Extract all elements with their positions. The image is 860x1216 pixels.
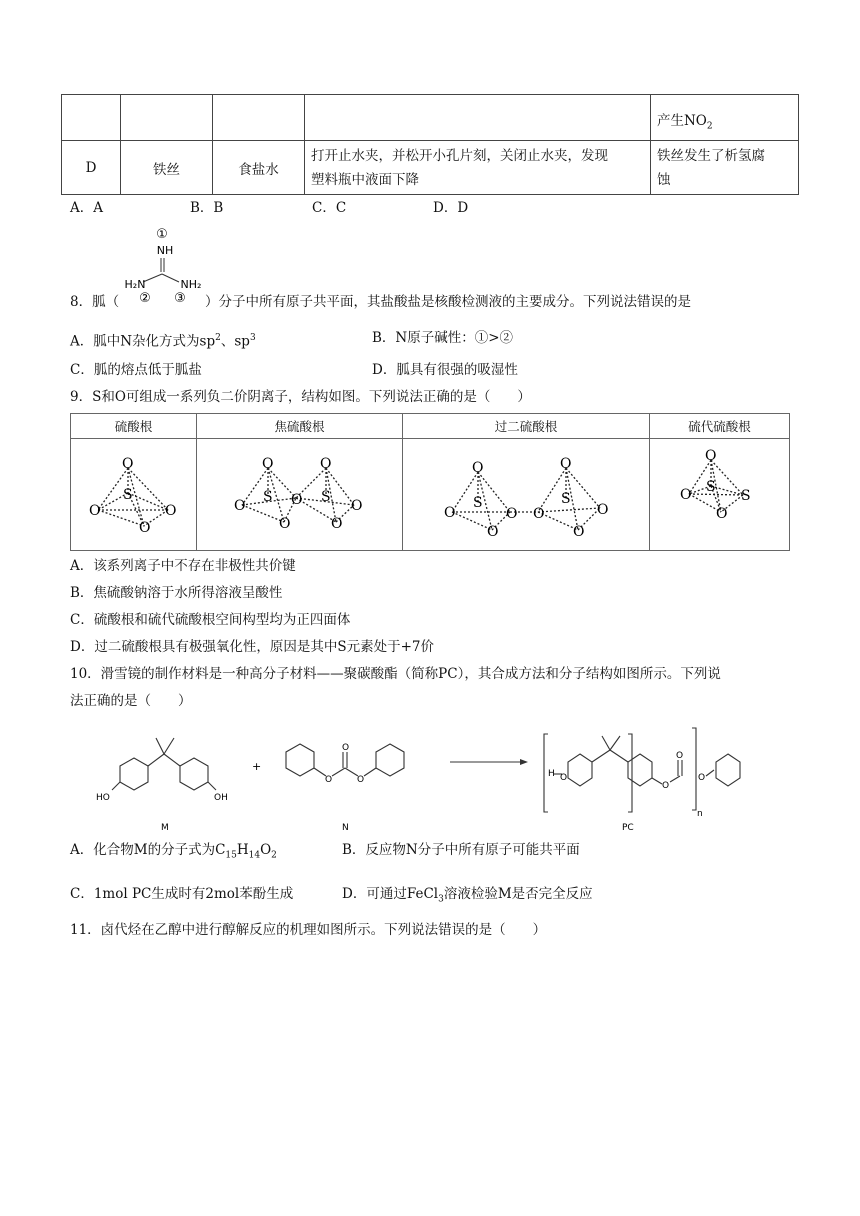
table-cell [121, 141, 213, 195]
atom-s: S [263, 489, 273, 505]
label-circle-1: ① [156, 227, 168, 242]
q8-stem-end: ）分子中所有原子共平面，其盐酸盐是核酸检测液的主要成分。下列说法错误的是 [205, 294, 691, 310]
q8-a-text: 、sp [220, 333, 250, 350]
atom-o: O [487, 524, 499, 540]
atom-o: O [139, 520, 151, 536]
q8-option-d: D．胍具有很强的吸湿性 [372, 362, 518, 378]
label-pc: PC [622, 823, 634, 833]
q9-option-b: B．焦硫酸钠溶于水所得溶液呈酸性 [70, 585, 283, 601]
label-h: H [548, 769, 555, 779]
atom-o: O [89, 503, 101, 519]
q10-option-b: B．反应物N分子中所有原子可能共平面 [342, 842, 580, 858]
operation-line: 打开止水夹，并松开小孔片刻，关闭止水夹，发现 [311, 147, 608, 164]
plus-sign: + [252, 760, 262, 773]
atom-o: O [705, 448, 717, 464]
label-o: O [342, 743, 350, 753]
option-letter: D [85, 159, 97, 176]
label-o: O [676, 751, 684, 761]
table-cell [213, 95, 305, 141]
q10-stem-line1: 10．滑雪镜的制作材料是一种高分子材料——聚碳酸酯（简称PC），其合成方法和分子结构如图所示。下列说 [70, 666, 721, 682]
q10-option-a [70, 840, 277, 866]
atom-o: O [472, 460, 484, 476]
atom-o: O [506, 506, 518, 522]
atom-s: S [321, 489, 331, 505]
label-n: N [342, 823, 349, 833]
header-thiosulfate: 硫代硫酸根 [650, 414, 790, 439]
q8-a-text: A．胍中N杂化方式为sp [70, 333, 216, 350]
compound-n [286, 743, 404, 833]
cell-text: 铁丝 [153, 161, 180, 178]
header-peroxydisulfate: 过二硫酸根 [403, 414, 650, 439]
q9-stem: 9．S和O可组成一系列负二价阴离子，结构如图。下列说法正确的是（ ） [70, 389, 531, 405]
q8-stem-start: 8．胍（ [70, 294, 120, 310]
guanidine-structure [115, 222, 210, 304]
table-cell [305, 95, 651, 141]
atom-o: O [165, 503, 177, 519]
label-o: O [560, 773, 568, 783]
q8-a-sup: 2 [215, 333, 221, 343]
q8-option-c: C．胍的熔点低于胍盐 [70, 362, 202, 378]
q7-option-a: A．A [70, 200, 103, 216]
table-cell [213, 141, 305, 195]
q7-option-d: D．D [433, 200, 469, 216]
table-cell-result [651, 141, 799, 195]
atom-s: S [123, 487, 133, 503]
atom-o: O [351, 498, 363, 514]
atom-o: O [320, 456, 332, 472]
table-cell [651, 95, 799, 141]
sulfate-structure [89, 456, 176, 536]
atom-o: O [597, 502, 609, 518]
q8-a-sup: 3 [249, 333, 256, 343]
atom-o: O [262, 456, 274, 472]
label-o: O [357, 775, 365, 785]
atom-o: O [279, 516, 291, 532]
header-sulfate: 硫酸根 [71, 414, 197, 439]
table-cell-operation [305, 141, 651, 195]
label-circle-2: ② [139, 291, 151, 304]
atom-o: O [716, 506, 728, 522]
q9-option-c: C．硫酸根和硫代硫酸根空间构型均为正四面体 [70, 612, 351, 628]
label-nh: NH [156, 244, 174, 257]
pyrosulfate-structure [234, 456, 362, 532]
atom-s: S [706, 479, 716, 495]
table-cell-option [62, 141, 121, 195]
result-line: 铁丝发生了析氢腐 [657, 147, 765, 164]
compound-m [96, 738, 228, 833]
atom-s: S [561, 491, 571, 507]
atom-s: S [473, 495, 483, 511]
q10-d-text: D．可通过FeCl [342, 886, 439, 902]
table-cell [62, 95, 121, 141]
q10-d-sub: 3 [438, 894, 444, 905]
q8-option-b: B．N原子碱性：①>② [372, 330, 514, 346]
header-pyrosulfate: 焦硫酸根 [197, 414, 403, 439]
cell-text: 食盐水 [238, 161, 279, 178]
oxyanion-structures [70, 438, 790, 550]
label-m: M [161, 823, 169, 833]
experiment-table [61, 94, 799, 195]
atom-o: O [444, 505, 456, 521]
label-o: O [698, 773, 706, 783]
atom-o: O [122, 456, 134, 472]
q7-option-c: C．C [312, 200, 347, 216]
q10-a-sub: 2 [271, 850, 277, 861]
peroxydisulfate-structure [444, 456, 608, 540]
q11-stem: 11．卤代烃在乙醇中进行醇解反应的机理如图所示。下列说法错误的是（ ） [70, 922, 547, 938]
result-text: 产生NO [657, 113, 707, 130]
q9-option-d: D．过二硫酸根具有极强氧化性，原因是其中S元素处于+7价 [70, 639, 434, 655]
polycarbonate-synthesis-scheme [70, 718, 790, 836]
label-oh: OH [214, 793, 228, 803]
atom-o: O [234, 498, 246, 514]
table-cell [121, 95, 213, 141]
atom-o: O [573, 524, 585, 540]
label-circle-3: ③ [174, 291, 186, 304]
atom-s: S [741, 488, 751, 504]
q10-option-c: C．1mol PC生成时有2mol苯酚生成 [70, 886, 294, 902]
compound-pc [544, 728, 740, 833]
label-nh2: NH₂ [180, 278, 202, 291]
q10-d-text: 溶液检验M是否完全反应 [443, 886, 593, 902]
atom-o: O [560, 456, 572, 472]
q10-a-sub: 15 [225, 850, 237, 861]
atom-o: O [533, 506, 545, 522]
operation-line: 塑料瓶中液面下降 [311, 171, 419, 188]
q10-a-text: O [260, 842, 272, 858]
q10-a-sub: 14 [248, 850, 261, 861]
q10-a-text: H [236, 842, 249, 858]
label-h2n: H₂N [124, 278, 146, 291]
q10-a-text: A．化合物M的分子式为C [70, 842, 226, 858]
q9-option-a: A．该系列离子中不存在非极性共价键 [70, 558, 296, 574]
q10-option-d [342, 884, 593, 910]
label-n-subscript: n [697, 809, 703, 819]
q7-option-b: B．B [190, 200, 224, 216]
result-subscript: 2 [706, 121, 713, 132]
label-ho: HO [96, 793, 110, 803]
atom-o: O [680, 487, 692, 503]
label-o: O [325, 775, 333, 785]
result-line: 蚀 [657, 171, 671, 188]
q10-stem-line2: 法正确的是（ ） [70, 693, 192, 709]
label-o: O [662, 781, 670, 791]
thiosulfate-structure [680, 448, 751, 522]
atom-o: O [291, 492, 303, 508]
q8-option-a [70, 328, 256, 352]
atom-o: O [331, 516, 343, 532]
